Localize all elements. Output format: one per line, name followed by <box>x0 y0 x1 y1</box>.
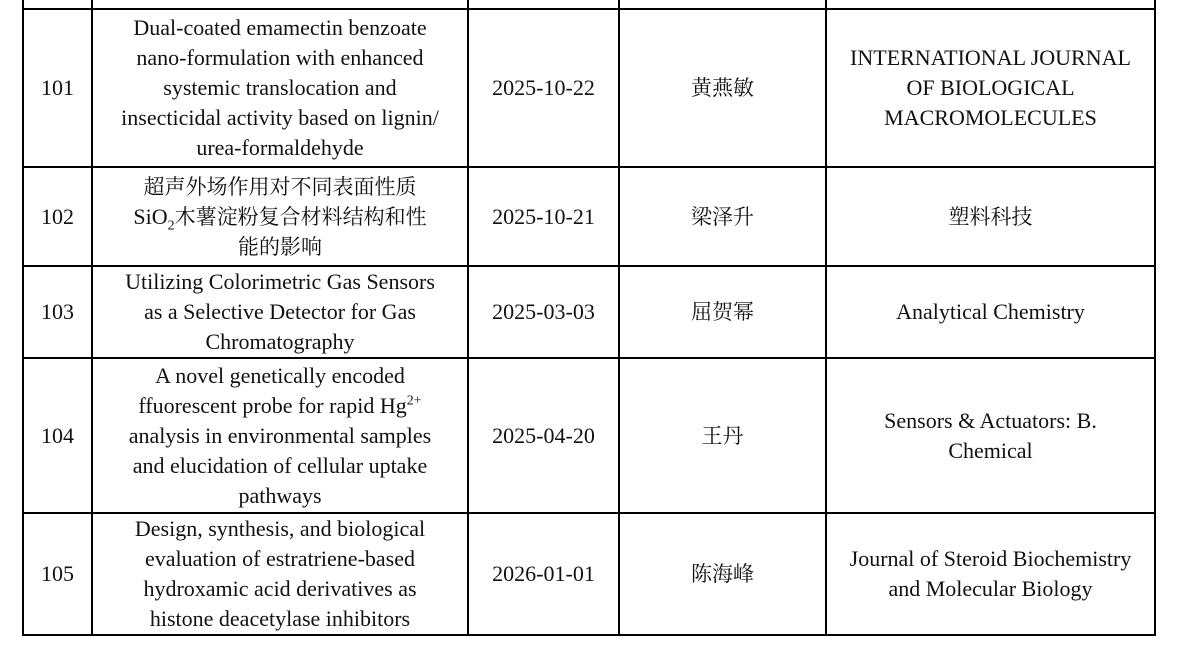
title-line: analysis in environmental samples <box>128 422 432 448</box>
table-row <box>23 513 1155 635</box>
author-cell: 王丹 <box>619 358 826 513</box>
title-line: Utilizing Colorimetric Gas Sensors <box>125 269 435 294</box>
author-cell: 梁泽升 <box>619 167 826 266</box>
title-line: 超声外场作用对不同表面性质 <box>143 174 417 199</box>
title-line <box>95 202 465 232</box>
date-cell: 2025-04-20 <box>468 358 619 513</box>
title-line: Dual-coated emamectin benzoate <box>133 15 427 40</box>
journal-line: Chemical <box>948 437 1033 463</box>
journal-cell <box>826 358 1155 513</box>
title-cell <box>92 266 468 358</box>
title-subscript: 2 <box>167 217 175 233</box>
date-cell: 2026-01-01 <box>468 513 619 635</box>
journal-cell <box>826 9 1155 167</box>
cut-cell <box>826 0 1155 9</box>
title-superscript: 2+ <box>406 393 422 409</box>
paper-table <box>22 0 1156 636</box>
title-text <box>95 13 465 163</box>
author-cell: 黄燕敏 <box>619 9 826 167</box>
title-cell <box>92 9 468 167</box>
table-row <box>23 167 1155 266</box>
table-row <box>23 266 1155 358</box>
title-line: Chromatography <box>205 329 355 354</box>
cut-cell <box>619 0 826 9</box>
journal-line: Sensors & Actuators: B. <box>884 407 1097 433</box>
title-cell <box>92 513 468 635</box>
table-row <box>23 358 1155 513</box>
journal-text <box>829 43 1152 133</box>
journal-line: Journal of Steroid Biochemistry <box>849 546 1132 571</box>
title-line: and elucidation of cellular uptake <box>132 452 428 478</box>
title-line: A novel genetically encoded <box>155 362 405 388</box>
title-line-text: ffuorescent probe for rapid Hg <box>138 392 407 418</box>
journal-line: MACROMOLECULES <box>884 105 1097 130</box>
row-number-cell: 104 <box>23 358 92 513</box>
title-line: evaluation of estratriene-based <box>145 546 415 571</box>
title-line: hydroxamic acid derivatives as <box>143 576 417 601</box>
table-row <box>23 9 1155 167</box>
title-cjk-part: 木薯淀粉复合材料结构和性 <box>174 204 427 229</box>
cut-cell <box>23 0 92 9</box>
title-line: 能的影响 <box>238 234 322 259</box>
title-text <box>95 514 465 634</box>
title-text <box>95 172 465 262</box>
date-cell: 2025-03-03 <box>468 266 619 358</box>
journal-cell <box>826 513 1155 635</box>
journal-cell: Analytical Chemistry <box>826 266 1155 358</box>
title-line <box>95 391 465 421</box>
author-cell: 屈贺幂 <box>619 266 826 358</box>
title-text <box>95 267 465 357</box>
title-line: insecticidal activity based on lignin/ <box>121 105 439 130</box>
journal-line: and Molecular Biology <box>888 576 1093 601</box>
journal-line: OF BIOLOGICAL <box>906 75 1075 100</box>
title-line: nano-formulation with enhanced <box>136 45 424 70</box>
title-formula: SiO <box>133 203 168 229</box>
title-cell <box>92 167 468 266</box>
journal-line: INTERNATIONAL JOURNAL <box>850 45 1131 70</box>
title-line: histone deacetylase inhibitors <box>149 606 411 631</box>
date-cell: 2025-10-21 <box>468 167 619 266</box>
cut-cell <box>92 0 468 9</box>
title-line: Design, synthesis, and biological <box>134 516 426 541</box>
date-cell: 2025-10-22 <box>468 9 619 167</box>
title-line: pathways <box>238 482 322 508</box>
paper-table-sheet <box>22 0 1154 636</box>
title-line: as a Selective Detector for Gas <box>144 299 416 324</box>
title-line: systemic translocation and <box>163 75 397 100</box>
row-number-cell: 101 <box>23 9 92 167</box>
cut-cell <box>468 0 619 9</box>
journal-cell: 塑料科技 <box>826 167 1155 266</box>
journal-text <box>829 544 1152 604</box>
row-number-cell: 103 <box>23 266 92 358</box>
row-number-cell: 102 <box>23 167 92 266</box>
author-cell: 陈海峰 <box>619 513 826 635</box>
title-line: urea-formaldehyde <box>196 135 364 160</box>
table-row-cut <box>23 0 1155 9</box>
title-text <box>95 361 465 511</box>
title-cell <box>92 358 468 513</box>
journal-text <box>829 406 1152 466</box>
row-number-cell: 105 <box>23 513 92 635</box>
